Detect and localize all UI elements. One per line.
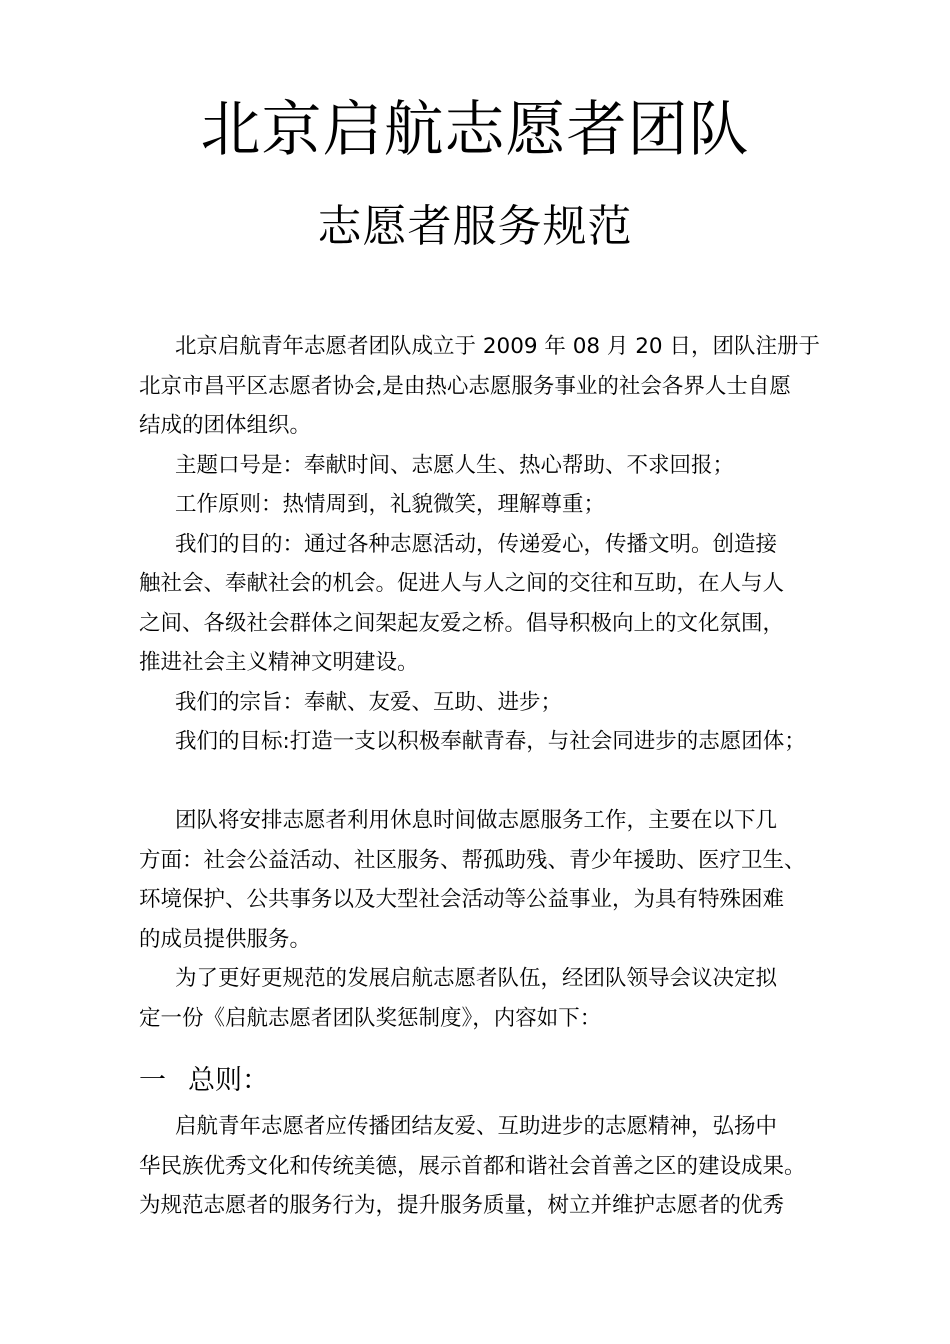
purpose-paragraph bbox=[139, 525, 829, 565]
general-line: 启航青年志愿者应传播团结友爱、互助进步的志愿精神，弘扬中 bbox=[175, 1114, 778, 1139]
intro-line: 北京启航青年志愿者团队成立于 2009 年 08 月 20 日，团队注册于 bbox=[175, 334, 820, 359]
purpose-line: 推进社会主义精神文明建设。 bbox=[139, 650, 419, 675]
blank-line bbox=[139, 762, 829, 802]
tenet-paragraph bbox=[139, 683, 829, 723]
regulation-paragraph bbox=[139, 959, 829, 999]
regulation-line: 定一份《启航志愿者团队奖惩制度》，内容如下： bbox=[139, 1005, 602, 1031]
general-paragraph bbox=[139, 1107, 829, 1147]
services-line: 的成员提供服务。 bbox=[139, 926, 312, 952]
purpose-line: 我们的目的：通过各种志愿活动，传递爱心，传播文明。创造接 bbox=[175, 531, 778, 557]
principle-line: 工作原则：热情周到，礼貌微笑，理解尊重； bbox=[175, 492, 606, 517]
general-line: 为规范志愿者的服务行为，提升服务质量，树立并维护志愿者的优秀 bbox=[139, 1193, 785, 1218]
document-title: 北京启航志愿者团队 bbox=[200, 95, 750, 165]
intro-paragraph bbox=[139, 327, 829, 367]
tenet-line: 我们的宗旨：奉献、友爱、互助、进步； bbox=[175, 689, 563, 715]
purpose-line: 触社会、奉献社会的机会。促进人与人之间的交往和互助，在人与人 bbox=[139, 571, 785, 596]
theme-line: 主题口号是：奉献时间、志愿人生、热心帮助、不求回报； bbox=[175, 452, 735, 478]
intro-section bbox=[139, 327, 829, 1038]
services-paragraph bbox=[139, 801, 829, 841]
general-section-body bbox=[139, 1107, 829, 1226]
services-line: 方面：社会公益活动、社区服务、帮孤助残、青少年援助、医疗卫生、 bbox=[139, 847, 806, 873]
general-line: 华民族优秀文化和传统美德，展示首都和谐社会首善之区的建设成果。 bbox=[139, 1153, 806, 1179]
services-line: 团队将安排志愿者利用休息时间做志愿服务工作，主要在以下几 bbox=[175, 808, 778, 833]
principle-paragraph bbox=[139, 485, 829, 525]
regulation-line: 为了更好更规范的发展启航志愿者队伍，经团队领导会议决定拟 bbox=[175, 966, 778, 991]
section-heading-general bbox=[139, 1061, 269, 1101]
intro-line: 结成的团体组织。 bbox=[139, 413, 312, 438]
purpose-line: 之间、各级社会群体之间架起友爱之桥。倡导积极向上的文化氛围， bbox=[139, 610, 785, 636]
goal-line: 我们的目标:打造一支以积极奉献青春，与社会同进步的志愿团体； bbox=[175, 729, 806, 754]
goal-paragraph bbox=[139, 722, 829, 762]
intro-line: 北京市昌平区志愿者协会,是由热心志愿服务事业的社会各界人士自愿 bbox=[139, 373, 791, 399]
theme-paragraph bbox=[139, 446, 829, 486]
section-number: 一 bbox=[139, 1065, 166, 1096]
services-line: 环境保护、公共事务以及大型社会活动等公益事业，为具有特殊困难 bbox=[139, 887, 785, 912]
document-subtitle: 志愿者服务规范 bbox=[317, 201, 633, 252]
section-heading-text: 总则： bbox=[188, 1065, 269, 1096]
